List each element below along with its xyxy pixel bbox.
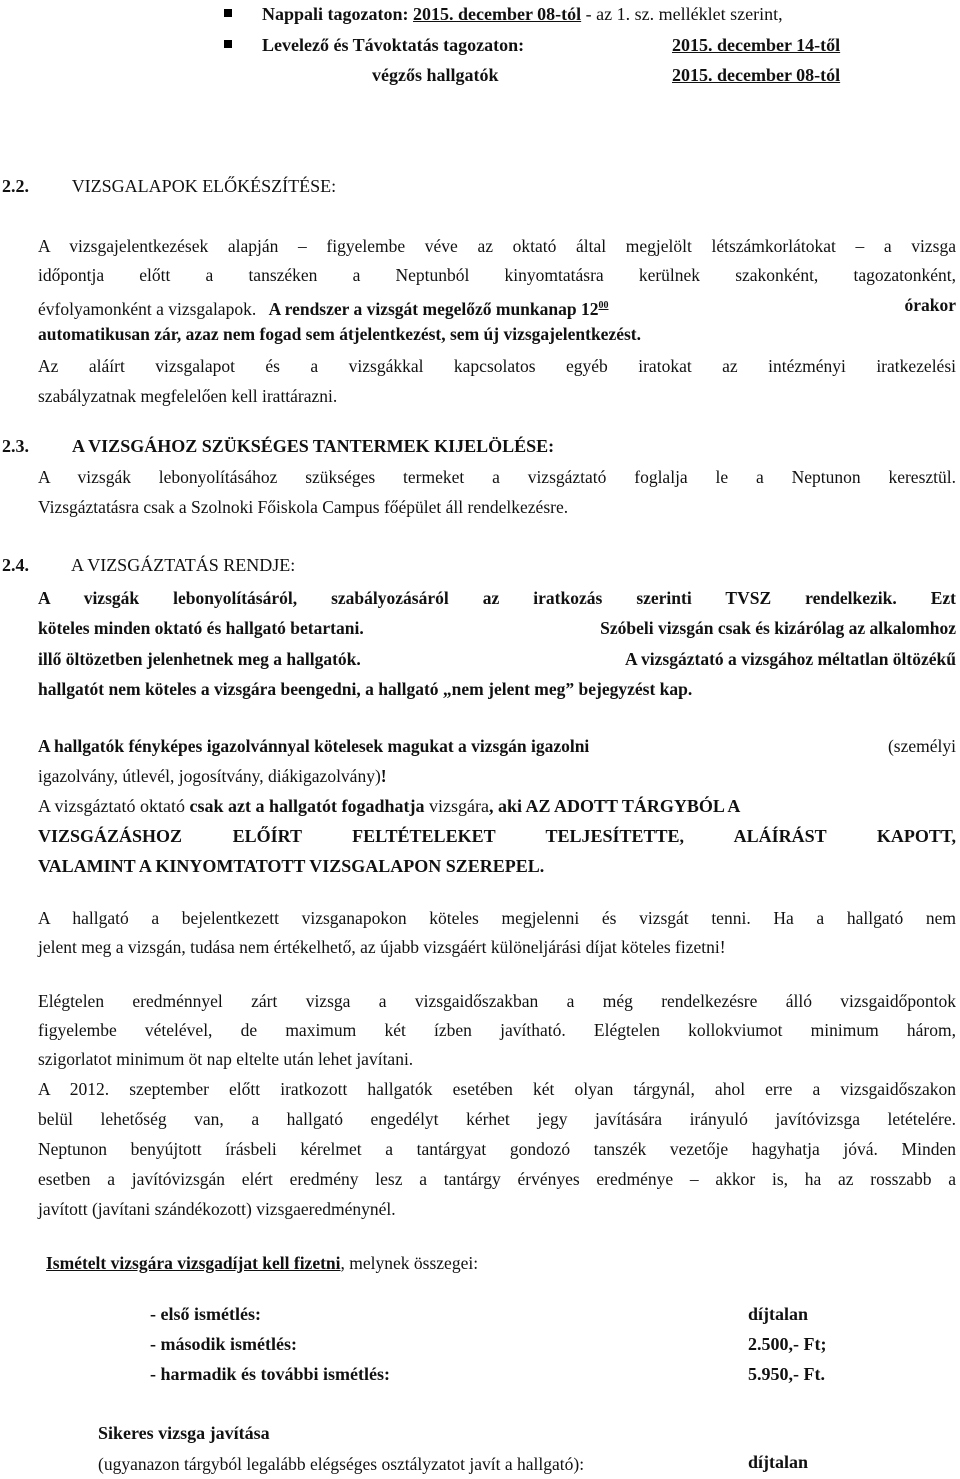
bullet-rest: - az 1. sz. melléklet szerint, [581, 4, 783, 24]
section-2-3-heading [2, 432, 554, 461]
bullet-date-levelezo: 2015. december 14-től [672, 35, 841, 55]
fee-row-label: - harmadik és további ismétlés: [150, 1364, 390, 1384]
bullet-label: végzős hallgatók [372, 65, 499, 85]
section-2-4-heading [2, 551, 295, 580]
bullet-label: Nappali tagozaton: [262, 4, 409, 24]
s24-p5-line-1: Elégtelen eredménnyel zárt vizsga a vizsgaidőszakban a még rendelkezésre álló vizsgaidőpontok [38, 991, 956, 1011]
s22-line-1: A vizsgajelentkezések alapján – figyelembe véve az oktató által megjelölt létszámkorlátokat – a vizsga [38, 236, 956, 256]
bullet-icon [224, 40, 232, 48]
bullet-icon [224, 9, 232, 17]
bullet-label: Levelező és Távoktatás tagozaton: [262, 35, 525, 55]
bullet-date-vegzos: 2015. december 08-tól [672, 65, 841, 85]
success-value: díjtalan [748, 1452, 809, 1472]
s24-p2-line-1: A hallgatók fényképes igazolvánnyal kötelesek magukat a vizsgán igazolni (személyi [38, 736, 956, 756]
s24-line-4: hallgatót nem köteles a vizsgára beengedni, a hallgató „nem jelent meg” bejegyzést kap. [38, 679, 693, 699]
section-title: A VIZSGÁHOZ SZÜKSÉGES TANTERMEK KIJELÖLÉSE: [72, 436, 555, 456]
bullet-item-levelezo [262, 31, 524, 60]
s24-p4-line-1: A hallgató a bejelentkezett vizsganapokon köteles megjelenni és vizsgát tenni. Ha a hallgató nem [38, 908, 956, 928]
section-2-2-heading [2, 172, 336, 201]
success-note: (ugyanazon tárgyból legalább elégséges osztályzatot javít a hallgató): [98, 1454, 585, 1474]
s23-line-1: A vizsgák lebonyolításához szükséges termeket a vizsgáztató foglalja le a Neptunon keresztül. [38, 467, 956, 487]
s23-line-2: Vizsgáztatásra csak a Szolnoki Főiskola Campus főépület áll rendelkezésre. [38, 497, 569, 517]
s24-p3-line-1: A vizsgáztató oktató csak azt a hallgatót fogadhatja vizsgára, aki AZ ADOTT TÁRGYBÓL A [38, 796, 741, 816]
s22-line-2: időpontja előtt a tanszéken a Neptunból kinyomtatásra kerülnek szakonként, tagozatonként, [38, 265, 956, 285]
s24-line-3: illő öltözetben jelenhetnek meg a hallgatók. A vizsgáztató a vizsgához méltatlan öltözékű [38, 649, 956, 669]
fee-row-label: - első ismétlés: [150, 1304, 261, 1324]
s24-p4-line-2: jelent meg a vizsgán, tudása nem értékelhető, az újabb vizsgáért különeljárási díjat köteles fizetni! [38, 937, 726, 957]
s24-line-1: A vizsgák lebonyolításáról, szabályozásáról az iratkozás szerinti TVSZ rendelkezik. Ezt [38, 588, 956, 608]
bullet-item-vegzos [372, 61, 499, 90]
fee-row-value: 5.950,- Ft. [748, 1364, 825, 1384]
s24-p5-line-2: figyelembe vételével, de maximum két ízben javítható. Elégtelen kollokviumot minimum három, [38, 1020, 956, 1040]
s24-p5-line-3: szigorlatot minimum öt nap eltelte után lehet javítani. [38, 1049, 414, 1069]
section-number: 2.4. [2, 555, 29, 575]
success-title: Sikeres vizsga javítása [98, 1423, 270, 1443]
s24-p6-line-1: A 2012. szeptember előtt iratkozott hallgatók esetében két olyan tárgynál, ahol erre a vizsgaidőszakon [38, 1079, 956, 1099]
s24-p6-line-2: belül lehetőség van, a hallgató engedélyt kérhet jegy javítására irányuló javítóvizsga letételére. [38, 1109, 956, 1129]
section-title: VIZSGALAPOK ELŐKÉSZÍTÉSE: [71, 176, 337, 196]
s24-p6-line-3: Neptunon benyújtott írásbeli kérelmet a tantárgyat gondozó tanszék vezetője hagyhatja jóvá. Minden [38, 1139, 956, 1159]
bullet-item-nappali [262, 0, 783, 29]
bullet-date: 2015. december 08-tól [413, 4, 582, 24]
s22-line-6: szabályzatnak megfelelően kell irattárazni. [38, 386, 338, 406]
s22-line-4: automatikusan zár, azaz nem fogad sem átjelentkezést, sem új vizsgajelentkezést. [38, 324, 641, 344]
s24-p6-line-4: esetben a javítóvizsgán elért eredmény lesz a tantárgy érvényes eredménye – akkor is, ha az rosszabb a [38, 1169, 956, 1189]
section-number: 2.2. [2, 176, 29, 196]
fees-intro: Ismételt vizsgára vizsgadíjat kell fizetni, melynek összegei: [46, 1253, 479, 1273]
fee-row-value: díjtalan [748, 1304, 809, 1324]
s24-p6-line-5: javított (javítani szándékozott) vizsgaeredménynél. [38, 1199, 396, 1219]
fee-row-label: - második ismétlés: [150, 1334, 297, 1354]
section-number: 2.3. [2, 436, 29, 456]
section-title: A VIZSGÁZTATÁS RENDJE: [71, 555, 296, 575]
s22-line-3: évfolyamonként a vizsgalapok. A rendszer a vizsgát megelőző munkanap $12^{00}$ órakor [38, 295, 956, 319]
s24-p3-line-2: VIZSGÁZÁSHOZ ELŐÍRT FELTÉTELEKET TELJESÍTETTE, ALÁÍRÁST KAPOTT, [38, 826, 956, 846]
s24-p2-line-2: igazolvány, útlevél, jogosítvány, diákigazolvány)! [38, 766, 387, 786]
s24-p3-line-3: VALAMINT A KINYOMTATOTT VIZSGALAPON SZEREPEL. [38, 856, 545, 876]
s22-line-5: Az aláírt vizsgalapot és a vizsgákkal kapcsolatos egyéb iratokat az intézményi iratkezelési [38, 356, 956, 376]
fee-row-value: 2.500,- Ft; [748, 1334, 827, 1354]
s24-line-2: köteles minden oktató és hallgató betartani. Szóbeli vizsgán csak és kizárólag az alkalomhoz [38, 618, 956, 638]
